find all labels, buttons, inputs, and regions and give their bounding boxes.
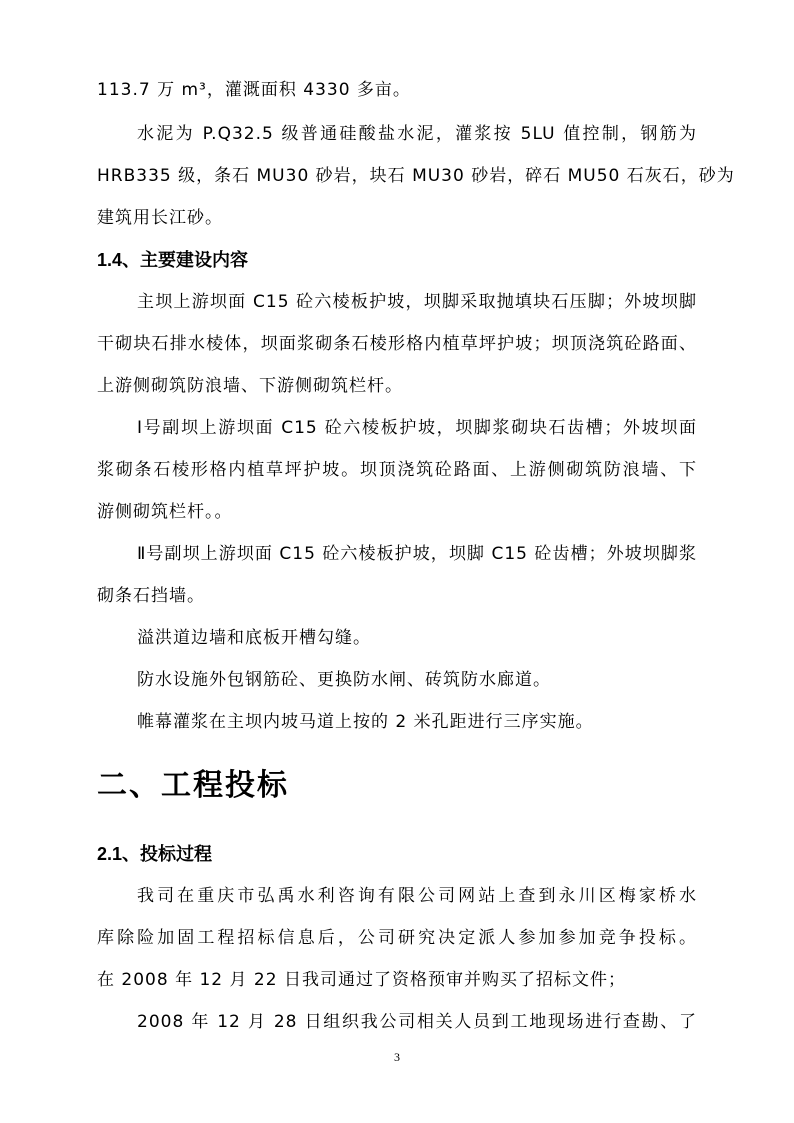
paragraph-line: 建筑用长江砂。: [97, 208, 223, 228]
paragraph-line: 溢洪道边墙和底板开槽勾缝。: [137, 628, 371, 648]
paragraph-line: 帷幕灌浆在主坝内坡马道上按的 2 米孔距进行三序实施。: [137, 712, 594, 732]
paragraph-line: 113.7 万 m³，灌溉面积 4330 多亩。: [97, 80, 411, 100]
paragraph-line: 砌条石挡墙。: [97, 586, 205, 606]
paragraph-line: Ⅰ号副坝上游坝面 C15 砼六棱板护坡，坝脚浆砌块石齿槽；外坡坝面: [137, 418, 697, 438]
section-heading-1-4: 1.4、主要建设内容: [97, 250, 249, 270]
paragraph-line: 2008 年 12 月 28 日组织我公司相关人员到工地现场进行查勘、了: [137, 1012, 697, 1032]
page-number: 3: [394, 1050, 400, 1064]
paragraph-line: Ⅱ号副坝上游坝面 C15 砼六棱板护坡，坝脚 C15 砼齿槽；外坡坝脚浆: [137, 544, 697, 564]
paragraph-line: 水泥为 P.Q32.5 级普通硅酸盐水泥，灌浆按 5LU 值控制，钢筋为: [137, 124, 697, 144]
paragraph-line: 我司在重庆市弘禹水利咨询有限公司网站上查到永川区梅家桥水: [137, 886, 697, 906]
paragraph-line: 库除险加固工程招标信息后，公司研究决定派人参加参加竞争投标。: [97, 928, 697, 948]
paragraph-line: 在 2008 年 12 月 22 日我司通过了资格预审并购买了招标文件；: [97, 970, 626, 990]
paragraph-line: 干砌块石排水棱体，坝面浆砌条石棱形格内植草坪护坡；坝顶浇筑砼路面、: [97, 334, 697, 354]
paragraph-line: 浆砌条石棱形格内植草坪护坡。坝顶浇筑砼路面、上游侧砌筑防浪墙、下: [97, 460, 697, 480]
paragraph-line: 上游侧砌筑防浪墙、下游侧砌筑栏杆。: [97, 376, 403, 396]
paragraph-line: 主坝上游坝面 C15 砼六棱板护坡，坝脚采取抛填块石压脚；外坡坝脚: [137, 292, 697, 312]
paragraph-line: 游侧砌筑栏杆。。: [97, 502, 233, 522]
chapter-heading: 二、工程投标: [97, 768, 289, 803]
paragraph-line: 防水设施外包钢筋砼、更换防水闸、砖筑防水廊道。: [137, 670, 551, 690]
paragraph-line: HRB335 级，条石 MU30 砂岩，块石 MU30 砂岩，碎石 MU50 石灰石，砂为: [97, 166, 735, 186]
section-heading-2-1: 2.1、投标过程: [97, 844, 213, 864]
